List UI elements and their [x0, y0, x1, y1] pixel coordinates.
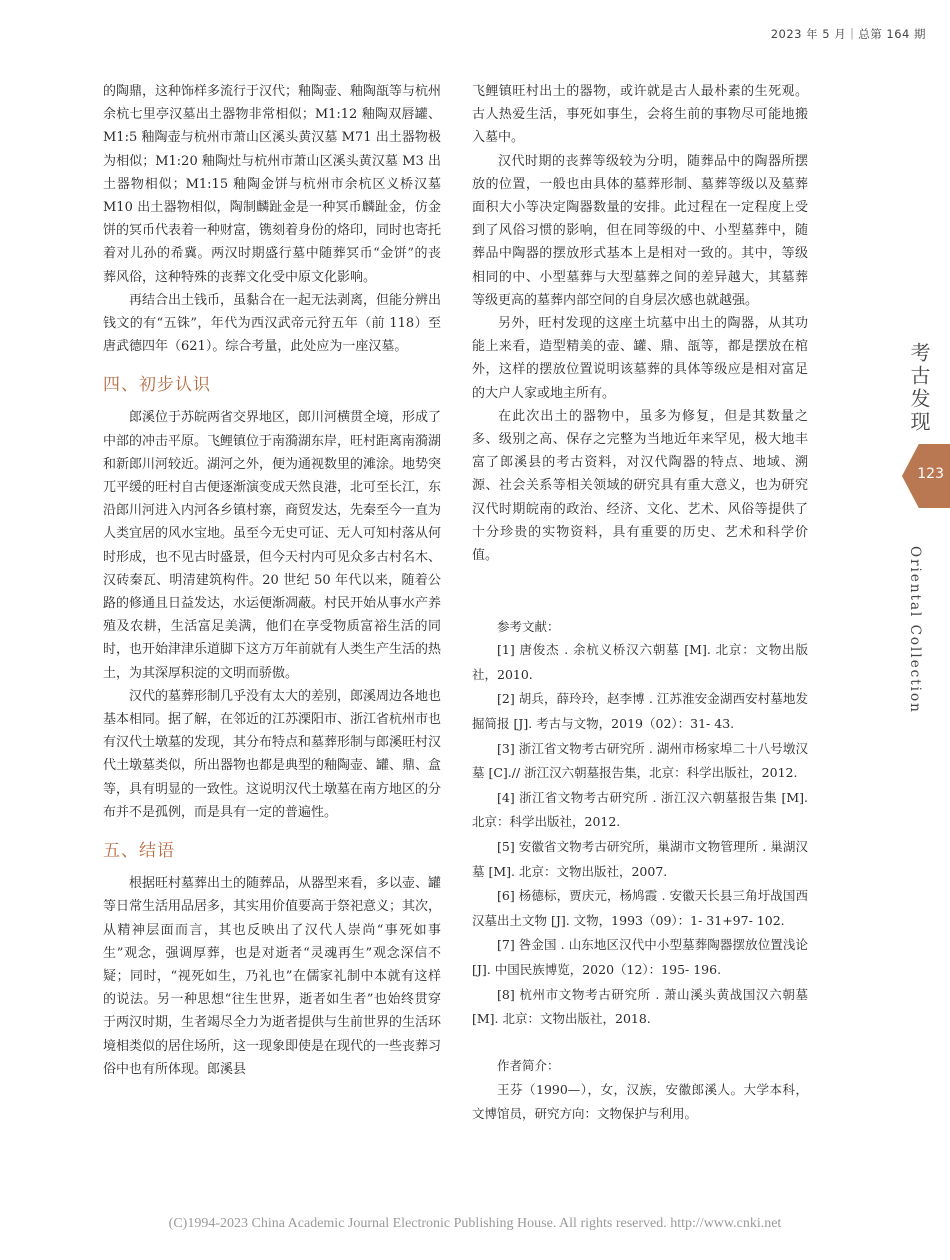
- journal-english-title: Oriental Collection: [907, 546, 923, 714]
- right-column: [472, 80, 808, 1126]
- left-column: [103, 80, 441, 1081]
- page-number: 123: [917, 466, 944, 482]
- copyright-watermark: (C)1994-2023 China Academic Journal Electronic Publishing House. All rights reserved. http://www.cnki.net: [168, 1216, 782, 1231]
- references: [472, 615, 808, 1032]
- reference-item: [4] 浙江省文物考古研究所 . 浙江汉六朝墓报告集 [M]. 北京：科学出版社，2012.: [472, 789, 808, 830]
- paragraph: 汉代的墓葬形制几乎没有太大的差别，郎溪周边各地也基本相同。据了解，在邻近的江苏溧阳市、浙江省杭州市也有汉代土墩墓的发现，其分布特点和墓葬形制与郎溪旺村汉代土墩墓类似，所出器物也都是典型的釉陶壶、罐、鼎、盒等，具有明显的一致性。这说明汉代土墩墓在南方地区的分布并不是孤例，而是具有一定的普遍性。: [103, 688, 442, 820]
- reference-item: [3] 浙江省文物考古研究所 . 湖州市杨家埠二十八号墩汉墓 [C].// 浙江汉六朝墓报告集，北京：科学出版社，2012.: [472, 740, 808, 781]
- paragraph: 的陶鼎，这种饰样多流行于汉代；釉陶壶、釉陶瓿等与杭州余杭七里亭汉墓出土器物非常相似；M1:12 釉陶双唇罐、M1:5 釉陶壶与杭州市萧山区溪头黄汉墓 M71 出土器物极为相似；M1:20 釉陶灶与杭州市萧山区溪头黄汉墓 M3 出土器物相似；M1:15 釉陶金饼与杭州市余杭区义桥汉墓 M10 出土器物相似，陶制麟趾金是一种冥币麟趾金，仿金饼的冥币代表着一种财富，镌刻着身份的烙印，同时也寄托着对儿孙的希冀。两汉时期盛行墓中随葬冥币“金饼”的丧葬风俗，这种特殊的丧葬文化受中原文化影响。: [103, 84, 442, 285]
- reference-item: [2] 胡兵，薛玲玲，赵李博 . 江苏淮安金湖西安村墓地发掘简报 [J]. 考古与文物，2019（02）：31- 43.: [472, 691, 808, 732]
- paragraph: 另外，旺村发现的这座土坑墓中出土的陶器，从其功能上来看，造型精美的壶、罐、鼎、瓿等，都是摆放在棺外，这样的摆放位置说明该墓葬的具体等级应是相对富足的大户人家或地主所有。: [472, 316, 808, 401]
- author-text: 王芬（1990—），女，汉族，安徽郎溪人。大学本科，文博馆员，研究方向：文物保护与利用。: [472, 1081, 808, 1121]
- reference-item: [5] 安徽省文物考古研究所，巢湖市文物管理所 . 巢湖汉墓 [M]. 北京：文物出版社，2007.: [472, 839, 808, 879]
- reference-item: [7] 咎金国 . 山东地区汉代中小型墓葬陶器摆放位置浅论 [J]. 中国民族博览，2020（12）：195- 196.: [472, 937, 808, 977]
- references-heading: 参考文献：: [497, 619, 560, 635]
- reference-item: [1] 唐俊杰 . 余杭义桥汉六朝墓 [M]. 北京：文物出版社，2010.: [472, 642, 808, 682]
- paragraph: 在此次出土的器物中，虽多为修复，但是其数量之多、级别之高、保存之完整为当地近年来罕见，极大地丰富了郎溪县的考古资料，对汉代陶器的特点、地域、溯源、社会关系等相关领域的研究具有重大意义，也为研究汉代时期皖南的政治、经济、文化、艺术、风俗等提供了十分珍贵的实物资料，具有重要的历史、艺术和科学价值。: [472, 408, 808, 564]
- journal-section-title: 考古发现: [907, 342, 931, 434]
- reference-item: [6] 杨德标，贾庆元，杨鸠霞 . 安徽天长县三角圩战国西汉墓出土文物 [J]. 文物，1993（09）：1- 31+97- 102.: [472, 888, 808, 928]
- reference-item: [8] 杭州市文物考古研究所 . 萧山溪头黄战国汉六朝墓 [M]. 北京：文物出版社，2018.: [472, 986, 808, 1027]
- author-heading: 作者简介：: [497, 1057, 560, 1073]
- paragraph: 再结合出土钱币，虽黏合在一起无法剥离，但能分辨出钱文的有“五铢”，年代为西汉武帝元狩五年（前 118）至唐武德四年（621）。综合考量，此处应为一座汉墓。: [103, 292, 442, 355]
- paragraph: 根据旺村墓葬出土的随葬品，从器型来看，多以壶、罐等日常生活用品居多，其实用价值要高于祭祀意义；其次，从精神层面而言，其也反映出了汉代人崇尚“事死如事生”观念，强调厚葬，也是对逝者“灵魂再生”观念深信不疑；同时，“视死如生，乃礼也”在儒家礼制中本就有这样的说法。另一种思想“往生世界，逝者如生者”也始终贯穿于两汉时期，生者竭尽全力为逝者提供与生前世界的生活环境相类似的居住场所，这一现象即使是在现代的一些丧葬习俗中也有所体现。郎溪县: [103, 876, 442, 1077]
- author-bio: [472, 1054, 808, 1126]
- section-heading: 四、初步认识: [103, 375, 211, 396]
- section-heading: 五、结语: [103, 841, 175, 862]
- issue-info: 2023 年 5 月｜总第 164 期: [770, 27, 926, 41]
- paragraph: 郎溪位于苏皖两省交界地区，郎川河横贯全境，形成了中部的冲击平原。飞鲤镇位于南漪湖东岸，旺村距离南漪湖和新郎川河较近。湖河之外，便为通视数里的滩涂。地势突兀平缓的旺村自古便逐渐演变成天然良港，北可至长江，东沿郎川河进入内河各乡镇村寨，商贸发达，先秦至今一直为人类宜居的风水宝地。虽至今无史可证、无人可知村落从何时形成，也不见古时盛景，但今天村内可见众多古村名木、汉砖秦瓦、明清建筑构件。20 世纪 50 年代以来，随着公路的修通且日益发达，水运便渐凋蔽。村民开始从事水产养殖及农耕，生活富足美满，他们在享受物质富裕生活的同时，也开始津津乐道脚下这方万年前就有人类生产生活的热土，为其深厚积淀的文明而骄傲。: [103, 410, 442, 681]
- paragraph: 飞鲤镇旺村出土的器物，或许就是古人最朴素的生死观。古人热爱生活，事死如事生，会将生前的事物尽可能地搬入墓中。: [472, 84, 808, 146]
- paragraph: 汉代时期的丧葬等级较为分明，随葬品中的陶器所摆放的位置，一般也由具体的墓葬形制、墓葬等级以及墓葬面积大小等决定陶器数量的安排。此过程在一定程度上受到了风俗习惯的影响，但在同等级的中、小型墓葬中，随葬品中陶器的摆放形式基本上是相对一致的。其中，等级相同的中、小型墓葬与大型墓葬之间的差异越大，其墓葬等级更高的墓葬内部空间的自身层次感也就越强。: [472, 153, 808, 308]
